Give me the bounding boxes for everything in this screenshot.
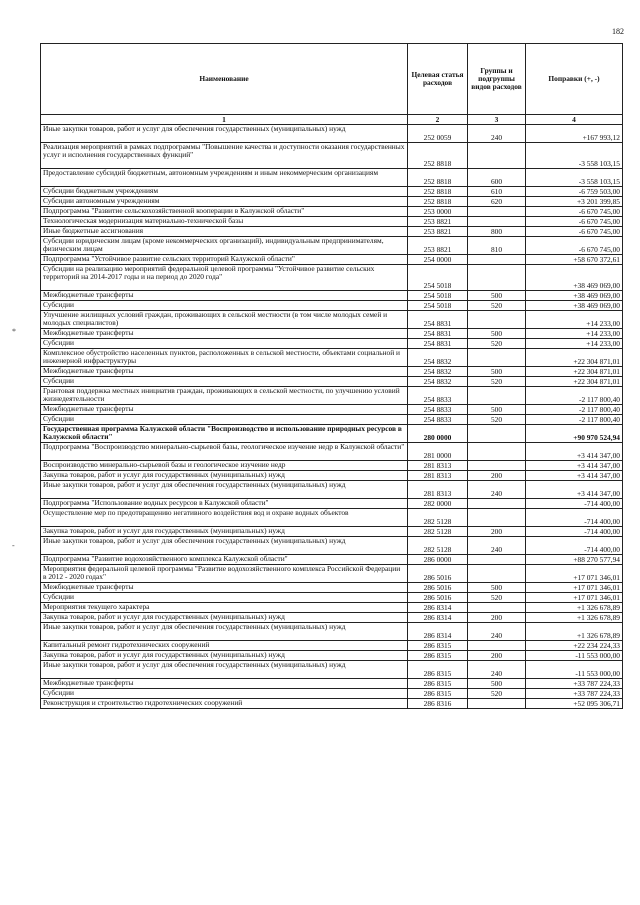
row-group: 520 — [468, 593, 526, 603]
row-name: Межбюджетные трансферты — [41, 291, 408, 301]
page-number: 182 — [612, 27, 624, 36]
table-row — [41, 125, 623, 143]
row-group: 800 — [468, 227, 526, 237]
row-name: Субсидии бюджетным учреждениям — [41, 187, 408, 197]
table-row — [41, 699, 623, 709]
row-amount: -3 558 103,15 — [526, 169, 623, 187]
row-amount: +90 970 524,94 — [526, 425, 623, 443]
row-amount: +17 071 346,01 — [526, 593, 623, 603]
row-name: Подпрограмма "Устойчивое развитие сельских территорий Калужской области" — [41, 255, 408, 265]
table-row — [41, 197, 623, 207]
table-row — [41, 217, 623, 227]
row-amount: -714 400,00 — [526, 499, 623, 509]
row-name: Подпрограмма "Развитие сельскохозяйственной кооперации в Калужской области" — [41, 207, 408, 217]
row-group — [468, 311, 526, 329]
table-row — [41, 301, 623, 311]
row-amount: -11 553 000,00 — [526, 661, 623, 679]
row-amount: +38 469 069,00 — [526, 265, 623, 291]
row-name: Субсидии юридическим лицам (кроме некоммерческих организаций), индивидуальным предпринимателям, физическим лицам — [41, 237, 408, 255]
row-group — [468, 565, 526, 583]
row-code: 286 8316 — [408, 699, 468, 709]
table-row — [41, 377, 623, 387]
row-code: 254 8833 — [408, 405, 468, 415]
row-group — [468, 143, 526, 169]
table-row — [41, 237, 623, 255]
row-amount: +22 304 871,01 — [526, 349, 623, 367]
table-row — [41, 207, 623, 217]
row-group — [468, 265, 526, 291]
row-amount: +22 304 871,01 — [526, 377, 623, 387]
row-group: 200 — [468, 613, 526, 623]
table-row — [41, 555, 623, 565]
table-row — [41, 425, 623, 443]
table-body — [41, 125, 623, 709]
row-name: Субсидии — [41, 415, 408, 425]
row-group: 500 — [468, 367, 526, 377]
row-name: Осуществление мер по предотвращению негативного воздействия вод и охране водных объектов — [41, 509, 408, 527]
row-group: 500 — [468, 405, 526, 415]
row-code: 254 8833 — [408, 387, 468, 405]
row-amount: +3 414 347,00 — [526, 471, 623, 481]
row-amount: -714 400,00 — [526, 527, 623, 537]
row-group — [468, 461, 526, 471]
row-name: Предоставление субсидий бюджетным, автономным учреждениям и иным некоммерческим организациям — [41, 169, 408, 187]
row-amount: +38 469 069,00 — [526, 291, 623, 301]
table-row — [41, 367, 623, 377]
column-number-row — [41, 115, 623, 125]
column-number: 3 — [468, 115, 526, 125]
row-amount: -6 670 745,00 — [526, 227, 623, 237]
row-code: 286 8315 — [408, 651, 468, 661]
row-code: 253 8821 — [408, 237, 468, 255]
row-amount: +33 787 224,33 — [526, 679, 623, 689]
table-row — [41, 689, 623, 699]
row-amount: +3 414 347,00 — [526, 443, 623, 461]
table-row — [41, 443, 623, 461]
row-name: Субсидии на реализацию мероприятий федеральной целевой программы "Устойчивое развитие сельских территорий на 2014-2017 годы и на период до 2020 года" — [41, 265, 408, 291]
row-name: Подпрограмма "Воспроизводство минерально-сырьевой базы, геологическое изучение недр в Калужской области" — [41, 443, 408, 461]
row-name: Субсидии — [41, 593, 408, 603]
row-code: 286 8315 — [408, 641, 468, 651]
table-row — [41, 329, 623, 339]
row-code: 286 8315 — [408, 661, 468, 679]
row-code: 254 8832 — [408, 349, 468, 367]
row-name: Реализация мероприятий в рамках подпрограммы "Повышение качества и доступности оказания государственных услуг и исполнения государственных функций" — [41, 143, 408, 169]
row-code: 286 5016 — [408, 593, 468, 603]
row-amount: -3 558 103,15 — [526, 143, 623, 169]
row-group — [468, 443, 526, 461]
row-code: 282 5128 — [408, 509, 468, 527]
row-name: Грантовая поддержка местных инициатив граждан, проживающих в сельской местности, по улучшению условий жизнедеятельности — [41, 387, 408, 405]
row-group: 240 — [468, 623, 526, 641]
row-code: 281 8313 — [408, 461, 468, 471]
row-amount: +17 071 346,01 — [526, 583, 623, 593]
table-row — [41, 415, 623, 425]
row-group: 600 — [468, 169, 526, 187]
row-code: 286 8315 — [408, 689, 468, 699]
row-group: 520 — [468, 415, 526, 425]
row-group: 500 — [468, 291, 526, 301]
row-amount: -714 400,00 — [526, 537, 623, 555]
row-amount: +3 414 347,00 — [526, 481, 623, 499]
row-group: 500 — [468, 679, 526, 689]
row-amount: +88 270 577,94 — [526, 555, 623, 565]
row-code: 254 0000 — [408, 255, 468, 265]
row-name: Межбюджетные трансферты — [41, 405, 408, 415]
row-code: 280 0000 — [408, 425, 468, 443]
row-group: 500 — [468, 329, 526, 339]
row-group — [468, 207, 526, 217]
row-name: Субсидии — [41, 301, 408, 311]
table-row — [41, 593, 623, 603]
row-amount: -2 117 800,40 — [526, 405, 623, 415]
row-group: 610 — [468, 187, 526, 197]
row-name: Технологическая модернизация материально-технической базы — [41, 217, 408, 227]
row-name: Межбюджетные трансферты — [41, 329, 408, 339]
row-group: 240 — [468, 125, 526, 143]
row-code: 254 8831 — [408, 339, 468, 349]
row-name: Комплексное обустройство населенных пунктов, расположенных в сельской местности, объектами социальной и инженерной инфраструктуры — [41, 349, 408, 367]
row-amount: +1 326 678,89 — [526, 603, 623, 613]
row-name: Иные закупки товаров, работ и услуг для обеспечения государственных (муниципальных) нужд — [41, 661, 408, 679]
row-amount: -6 670 745,00 — [526, 237, 623, 255]
row-code: 254 8831 — [408, 311, 468, 329]
row-code: 286 8314 — [408, 613, 468, 623]
row-amount: -2 117 800,40 — [526, 415, 623, 425]
table-row — [41, 461, 623, 471]
table-row — [41, 169, 623, 187]
row-code: 286 8314 — [408, 603, 468, 613]
row-name: Закупка товаров, работ и услуг для государственных (муниципальных) нужд — [41, 471, 408, 481]
row-name: Иные закупки товаров, работ и услуг для обеспечения государственных (муниципальных) нужд — [41, 623, 408, 641]
header-amount: Поправки (+, -) — [526, 44, 623, 115]
row-group — [468, 641, 526, 651]
row-code: 286 5016 — [408, 565, 468, 583]
row-amount: +1 326 678,89 — [526, 623, 623, 641]
table-row — [41, 143, 623, 169]
row-code: 254 5018 — [408, 291, 468, 301]
table-row — [41, 499, 623, 509]
row-name: Межбюджетные трансферты — [41, 367, 408, 377]
row-group — [468, 603, 526, 613]
table-row — [41, 565, 623, 583]
budget-table — [40, 43, 623, 709]
column-number: 1 — [41, 115, 408, 125]
row-group — [468, 425, 526, 443]
table-row — [41, 387, 623, 405]
table-row — [41, 349, 623, 367]
row-code: 254 8832 — [408, 377, 468, 387]
row-code: 254 8833 — [408, 415, 468, 425]
table-row — [41, 255, 623, 265]
header-name: Наименование — [41, 44, 408, 115]
row-group — [468, 509, 526, 527]
row-amount: +22 304 871,01 — [526, 367, 623, 377]
row-name: Закупка товаров, работ и услуг для государственных (муниципальных) нужд — [41, 527, 408, 537]
row-amount: +22 234 224,33 — [526, 641, 623, 651]
row-name: Подпрограмма "Использование водных ресурсов в Калужской области" — [41, 499, 408, 509]
row-name: Иные бюджетные ассигнования — [41, 227, 408, 237]
table-row — [41, 265, 623, 291]
row-group: 200 — [468, 527, 526, 537]
header-group: Группы и подгруппы видов расходов — [468, 44, 526, 115]
row-code: 254 5018 — [408, 301, 468, 311]
table-row — [41, 641, 623, 651]
row-group — [468, 255, 526, 265]
table-row — [41, 405, 623, 415]
row-group — [468, 387, 526, 405]
row-name: Капитальный ремонт гидротехнических сооружений — [41, 641, 408, 651]
row-group: 200 — [468, 651, 526, 661]
table-row — [41, 583, 623, 593]
row-code: 281 8313 — [408, 481, 468, 499]
row-name: Субсидии — [41, 339, 408, 349]
row-group: 620 — [468, 197, 526, 207]
row-code: 286 5016 — [408, 583, 468, 593]
row-code: 252 8818 — [408, 143, 468, 169]
row-name: Воспроизводство минерально-сырьевой базы и геологическое изучение недр — [41, 461, 408, 471]
row-name: Улучшение жилищных условий граждан, проживающих в сельской местности (в том числе молодых семей и молодых специалистов) — [41, 311, 408, 329]
row-code: 253 8821 — [408, 217, 468, 227]
row-name: Закупка товаров, работ и услуг для государственных (муниципальных) нужд — [41, 613, 408, 623]
table-row — [41, 291, 623, 301]
table-row — [41, 527, 623, 537]
row-code: 282 5128 — [408, 537, 468, 555]
table-row — [41, 187, 623, 197]
column-number: 4 — [526, 115, 623, 125]
row-name: Мероприятия федеральной целевой программы "Развитие водохозяйственного комплекса Российской Федерации в 2012 - 2020 годах" — [41, 565, 408, 583]
margin-mark: - — [12, 541, 15, 550]
row-amount: -6 670 745,00 — [526, 217, 623, 227]
row-amount: -6 670 745,00 — [526, 207, 623, 217]
row-code: 286 8315 — [408, 679, 468, 689]
row-amount: +58 670 372,61 — [526, 255, 623, 265]
row-group: 500 — [468, 583, 526, 593]
row-group: 520 — [468, 689, 526, 699]
row-name: Закупка товаров, работ и услуг для государственных (муниципальных) нужд — [41, 651, 408, 661]
row-group: 520 — [468, 377, 526, 387]
row-code: 254 8831 — [408, 329, 468, 339]
row-code: 282 5128 — [408, 527, 468, 537]
row-code: 252 8818 — [408, 197, 468, 207]
row-code: 253 0000 — [408, 207, 468, 217]
margin-mark: * — [12, 327, 16, 336]
row-name: Реконструкция и строительство гидротехнических сооружений — [41, 699, 408, 709]
row-name: Подпрограмма "Развитие водохозяйственного комплекса Калужской области" — [41, 555, 408, 565]
row-amount: +33 787 224,33 — [526, 689, 623, 699]
row-group — [468, 349, 526, 367]
row-group — [468, 555, 526, 565]
table-row — [41, 509, 623, 527]
row-code: 281 0000 — [408, 443, 468, 461]
row-amount: -2 117 800,40 — [526, 387, 623, 405]
row-group: 240 — [468, 537, 526, 555]
row-name: Межбюджетные трансферты — [41, 679, 408, 689]
row-name: Иные закупки товаров, работ и услуг для обеспечения государственных (муниципальных) нужд — [41, 125, 408, 143]
table-row — [41, 311, 623, 329]
row-group: 200 — [468, 471, 526, 481]
row-name: Иные закупки товаров, работ и услуг для обеспечения государственных (муниципальных) нужд — [41, 537, 408, 555]
row-name: Субсидии — [41, 377, 408, 387]
row-amount: -6 759 503,00 — [526, 187, 623, 197]
table-row — [41, 339, 623, 349]
row-code: 252 8818 — [408, 169, 468, 187]
row-amount: +1 326 678,89 — [526, 613, 623, 623]
row-amount: -11 553 000,00 — [526, 651, 623, 661]
row-amount: +14 233,00 — [526, 311, 623, 329]
row-name: Субсидии автономным учреждениям — [41, 197, 408, 207]
row-name: Мероприятия текущего характера — [41, 603, 408, 613]
table-row — [41, 661, 623, 679]
table-row — [41, 613, 623, 623]
row-group: 240 — [468, 481, 526, 499]
row-code: 281 8313 — [408, 471, 468, 481]
row-group: 520 — [468, 339, 526, 349]
row-amount: +3 414 347,00 — [526, 461, 623, 471]
row-name: Субсидии — [41, 689, 408, 699]
table-row — [41, 537, 623, 555]
row-code: 252 8818 — [408, 187, 468, 197]
row-group: 240 — [468, 661, 526, 679]
row-amount: +14 233,00 — [526, 329, 623, 339]
column-number: 2 — [408, 115, 468, 125]
row-name: Иные закупки товаров, работ и услуг для обеспечения государственных (муниципальных) нужд — [41, 481, 408, 499]
row-amount: +38 469 069,00 — [526, 301, 623, 311]
row-code: 254 8832 — [408, 367, 468, 377]
table-row — [41, 471, 623, 481]
row-code: 286 0000 — [408, 555, 468, 565]
row-code: 286 8314 — [408, 623, 468, 641]
row-amount: -714 400,00 — [526, 509, 623, 527]
row-group: 810 — [468, 237, 526, 255]
table-row — [41, 603, 623, 613]
row-group — [468, 699, 526, 709]
table-row — [41, 481, 623, 499]
row-amount: +167 993,12 — [526, 125, 623, 143]
row-group — [468, 217, 526, 227]
table-row — [41, 679, 623, 689]
table-row — [41, 651, 623, 661]
row-code: 254 5018 — [408, 265, 468, 291]
row-amount: +52 095 306,71 — [526, 699, 623, 709]
row-group — [468, 499, 526, 509]
table-row — [41, 623, 623, 641]
header-code: Целевая статья расходов — [408, 44, 468, 115]
row-name: Межбюджетные трансферты — [41, 583, 408, 593]
row-group: 520 — [468, 301, 526, 311]
row-code: 282 0000 — [408, 499, 468, 509]
row-code: 252 0059 — [408, 125, 468, 143]
row-code: 253 8821 — [408, 227, 468, 237]
table-header-row — [41, 44, 623, 115]
table-row — [41, 227, 623, 237]
row-name: Государственная программа Калужской области "Воспроизводство и использование природных ресурсов в Калужской области" — [41, 425, 408, 443]
row-amount: +17 071 346,01 — [526, 565, 623, 583]
row-amount: +3 201 399,85 — [526, 197, 623, 207]
row-amount: +14 233,00 — [526, 339, 623, 349]
